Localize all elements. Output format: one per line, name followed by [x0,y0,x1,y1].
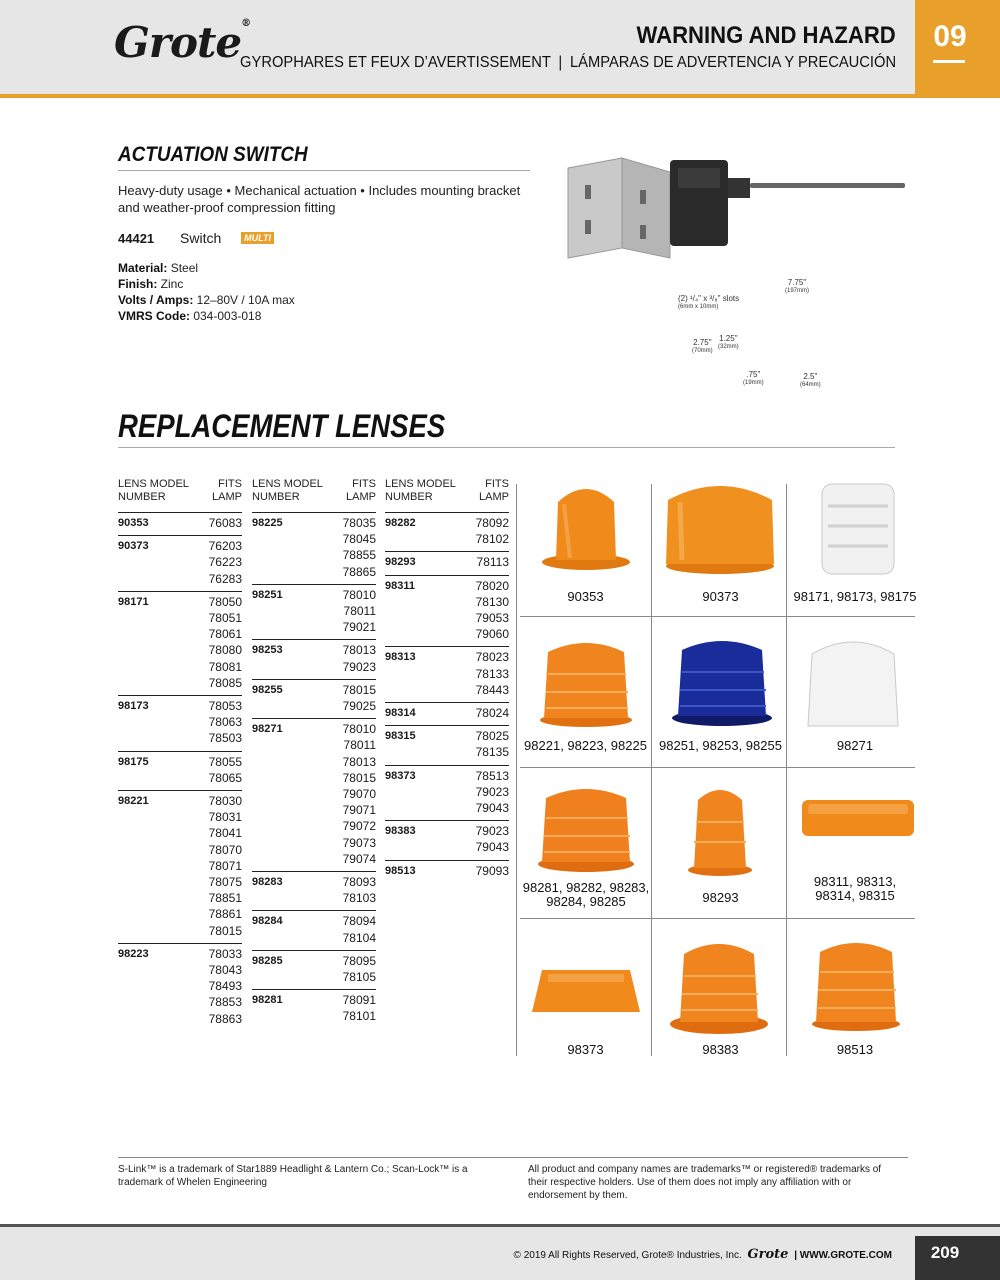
fits-lamp-number: 78503 [208,731,242,746]
fits-lamp-number: 78053 [208,699,242,714]
subtitle-french: GYROPHARES ET FEUX D’AVERTISSEMENT [239,54,551,71]
lens-caption: 98171, 98173, 98175 [793,589,917,604]
fits-lamp-number: 79023 [342,659,376,674]
lens-image-98293 [684,778,756,878]
actuation-description: Heavy-duty usage • Mechanical actuation • Includes mounting bracket and weather-proof compression fitting [118,183,521,215]
fits-lamp-number: 78130 [475,594,509,609]
fits-lamp-number: 78013 [342,643,376,658]
lens-caption: 90353 [567,589,604,604]
fits-lamp-list [343,682,376,714]
actuation-title-rule [118,170,530,171]
fits-lamp-list [209,538,242,587]
fits-lamp-number: 78101 [342,1009,376,1024]
lens-model-number: 98223 [118,947,149,960]
section-subtitle [240,54,896,72]
lens-caption: 98293 [702,890,739,905]
lens-model-number: 98251 [252,588,283,601]
fits-lamp-number: 78070 [208,842,242,857]
fits-lamp-list [209,594,242,691]
section-tab-underline [933,60,965,63]
lens-model-number: 98311 [385,579,415,592]
lens-model-number: 98281 [252,994,283,1007]
fits-lamp-number: 79071 [342,803,376,818]
lens-model-number: 98283 [252,876,283,889]
fits-lamp-number: 78020 [475,578,509,593]
fits-lamp-number: 78104 [342,930,376,945]
footer-rule [118,1157,908,1158]
fits-lamp-number: 78075 [208,875,242,890]
fits-lamp-number: 78851 [208,891,242,906]
fits-lamp-number: 78055 [208,754,242,769]
trademark-note-left: S-Link™ is a trademark of Star1889 Headlight & Lantern Co.; Scan-Lock™ is a trademark of Whelen Engineering [118,1164,468,1188]
fits-lamp-number: 78015 [342,770,376,785]
fits-lamp-number: 78103 [342,891,376,906]
header-model: LENS MODEL NUMBER [118,478,189,503]
lens-model-number: 98373 [385,769,416,782]
header-model: LENS MODEL NUMBER [252,478,323,503]
spec-vmrs-code: VMRS Code: 034-003-018 [118,309,262,323]
fits-lamp-list [343,953,376,985]
fits-lamp-list [209,754,242,786]
lens-image-98221 [534,632,638,730]
lens-group [385,512,509,547]
fits-lamp-list [476,728,509,760]
fits-lamp-number: 78065 [208,770,242,785]
lens-image-98311 [800,796,916,840]
fits-lamp-number: 78043 [208,963,242,978]
fits-lamp-number: 79021 [342,620,376,635]
lens-group [252,871,376,906]
dim-small: .75" (19mm) [743,370,764,386]
lens-table-header [118,478,242,512]
lens-model-number: 98255 [252,683,283,696]
lens-caption: 98271 [836,738,874,753]
fits-lamp-list [209,793,242,939]
trademark-note-right: All product and company names are trademarks™ or registered® trademarks of their respective holders. Use of them does not imply any affiliation with or endorsement by them. [528,1164,882,1201]
subtitle-separator: | [558,54,563,71]
lens-model-number: 98284 [252,915,283,928]
fits-lamp-list [343,587,376,636]
lens-image-98171 [808,476,908,581]
actuation-switch-title: ACTUATION SWITCH [118,143,308,166]
lens-model-number: 98282 [385,517,416,529]
fits-lamp-number: 76203 [208,539,242,554]
fits-lamp-list [477,554,509,570]
fits-lamp-list [476,578,509,643]
lens-group [385,702,509,721]
fits-lamp-number: 78071 [208,858,242,873]
fits-lamp-number: 78013 [342,754,376,769]
spec-finish: Finish: Zinc [118,277,184,291]
website-link[interactable]: | WWW.GROTE.COM [794,1250,892,1261]
lens-group [118,512,242,531]
lens-group [118,751,242,786]
fits-lamp-number: 78010 [342,587,376,602]
fits-lamp-number: 78861 [208,907,242,922]
lens-model-number: 98383 [385,825,416,838]
section-title: WARNING AND HAZARD [636,22,896,49]
fits-lamp-number: 78061 [208,627,242,642]
specs-list [118,260,295,324]
fits-lamp-number: 79023 [475,824,509,839]
fits-lamp-number: 79023 [475,784,509,799]
lens-image-98373 [528,962,644,1018]
lens-model-number: 98293 [385,556,416,569]
fits-lamp-number: 78863 [208,1011,242,1026]
footer-logo: Grote [747,1247,789,1262]
fits-lamp-number: 79060 [475,627,509,642]
replacement-title-rule [118,447,895,448]
lens-table-column-2 [252,478,376,1029]
fits-lamp-number: 78011 [343,738,376,753]
lens-model-number: 98225 [252,517,283,529]
section-number: 09 [933,20,967,53]
lens-model-number: 98285 [252,954,283,967]
copyright-line [514,1247,892,1262]
fits-lamp-number: 78443 [475,682,509,697]
lens-model-number: 98313 [385,651,416,664]
fits-lamp-list [209,946,242,1027]
fits-lamp-number: 78050 [208,594,242,609]
lens-model-number: 90353 [118,517,149,529]
fits-lamp-number: 78113 [476,555,509,570]
lens-image-98271 [800,630,906,730]
fits-lamp-number: 78063 [208,715,242,730]
lens-image-90373 [660,476,780,576]
lens-image-98513 [808,934,904,1034]
lens-group [252,718,376,867]
lens-model-number: 98253 [252,644,283,657]
lens-group [118,790,242,939]
fits-lamp-list [343,992,376,1024]
lens-caption: 98251, 98253, 98255 [659,738,782,753]
header-fits: FITS LAMP [346,478,376,503]
lens-group [252,512,376,580]
header-accent-rule [0,94,1000,98]
lens-group [385,765,509,817]
copyright-text: © 2019 All Rights Reserved, Grote® Industries, Inc. [513,1250,742,1261]
fits-lamp-number: 78033 [208,946,242,961]
lens-group [385,860,509,879]
fits-lamp-number: 78031 [208,810,242,825]
lens-group [118,535,242,587]
fits-lamp-list [476,649,509,698]
fits-lamp-number: 78025 [475,729,509,744]
fits-lamp-number: 78080 [208,643,242,658]
lens-group [385,551,509,570]
fits-lamp-number: 78105 [342,970,376,985]
multi-badge: MULTI [241,232,274,244]
fits-lamp-list [476,823,509,855]
lens-model-number: 98271 [252,723,283,736]
lens-model-number: 98171 [118,595,149,608]
lens-caption: 98373 [567,1042,604,1057]
fits-lamp-number: 78855 [342,548,376,563]
fits-lamp-number: 79072 [342,819,376,834]
fits-lamp-number: 78091 [342,993,376,1008]
fits-lamp-list [476,863,509,879]
lens-image-98281 [534,780,638,876]
lens-caption: 98513 [836,1042,874,1057]
fits-lamp-number: 79053 [475,611,509,626]
fits-lamp-list [209,698,242,747]
switch-product-image [560,150,910,400]
grote-logo: Grote® [114,18,251,67]
fits-lamp-list [343,913,376,945]
grid-divider [520,767,915,768]
fits-lamp-list [476,515,509,547]
lens-caption: 98281, 98282, 98283, 98284, 98285 [522,880,650,909]
lens-caption: 98311, 98313, 98314, 98315 [813,874,897,903]
spec-volts-amps: Volts / Amps: 12–80V / 10A max [118,293,295,307]
dim-offset: 1.25" (32mm) [718,334,739,350]
fits-lamp-number: 78010 [342,722,376,737]
grid-divider [520,918,915,919]
header-fits: FITS LAMP [212,478,242,503]
fits-lamp-number: 79025 [342,699,376,714]
spec-material: Material: Steel [118,261,199,275]
fits-lamp-number: 78102 [475,532,509,547]
fits-lamp-number: 78094 [342,914,376,929]
fits-lamp-list [343,874,376,906]
fits-lamp-number: 78011 [343,604,376,619]
fits-lamp-number: 78030 [208,794,242,809]
fits-lamp-number: 78045 [342,532,376,547]
fits-lamp-number: 76283 [208,571,242,586]
grid-divider [651,484,652,1056]
fits-lamp-number: 79043 [475,801,509,816]
fits-lamp-number: 78035 [342,516,376,530]
fits-lamp-number: 78095 [342,953,376,968]
fits-lamp-number: 79070 [342,787,376,802]
lens-group [385,575,509,643]
fits-lamp-number: 78051 [208,611,242,626]
dim-width: 2.5" (64mm) [800,372,821,388]
lens-model-number: 98314 [385,707,416,720]
lens-caption: 90373 [702,589,739,604]
fits-lamp-list [209,515,242,531]
fits-lamp-number: 78133 [475,666,509,681]
fits-lamp-number: 79073 [342,835,376,850]
fits-lamp-list [476,705,509,721]
fits-lamp-list [343,515,376,580]
fits-lamp-number: 78513 [475,768,509,783]
lens-table-column-1 [118,478,242,1031]
fits-lamp-list [343,642,376,674]
fits-lamp-number: 78135 [475,745,509,760]
fits-lamp-number: 78085 [208,675,242,690]
fits-lamp-number: 79093 [475,863,509,878]
dim-height: 2.75" (70mm) [692,338,713,354]
lens-caption: 98221, 98223, 98225 [524,738,647,753]
lens-group [252,910,376,945]
lens-group [118,943,242,1027]
lens-group [385,646,509,698]
page-number: 209 [930,1243,960,1262]
lens-group [118,591,242,691]
fits-lamp-number: 78493 [208,979,242,994]
fits-lamp-number: 78092 [475,516,509,530]
lens-group [252,679,376,714]
fits-lamp-number: 79074 [342,851,376,866]
lens-model-number: 98221 [118,795,149,808]
fits-lamp-list [476,768,509,817]
fits-lamp-number: 78024 [475,706,509,721]
fits-lamp-number: 79043 [475,840,509,855]
dim-length: 7.75" (197mm) [785,278,810,294]
fits-lamp-number: 78015 [342,682,376,697]
lens-model-number: 98315 [385,730,416,743]
lens-image-90353 [530,474,642,584]
fits-lamp-number: 78015 [208,923,242,938]
bottom-band-rule [0,1224,1000,1227]
grid-divider [520,616,915,617]
lens-group [252,950,376,985]
dim-slots: (2) ¹/₄" x ³/₈" slots (6mm x 10mm) [678,294,740,310]
fits-lamp-number: 76223 [208,555,242,570]
grid-divider [516,484,517,1056]
lens-model-number: 98175 [118,755,149,768]
lens-table-header [385,478,509,512]
lens-model-number: 98173 [118,700,149,713]
subtitle-spanish: LÁMPARAS DE ADVERTENCIA Y PRECAUCIÓN [569,54,896,71]
lens-image-98383 [668,932,770,1036]
fits-lamp-number: 78041 [208,826,242,841]
fits-lamp-number: 78023 [475,650,509,665]
lens-group [385,725,509,760]
lens-group [252,639,376,674]
grid-divider [786,484,787,1056]
fits-lamp-number: 78865 [342,564,376,579]
lens-table-header [252,478,376,512]
lens-model-number: 90373 [118,540,149,553]
replacement-lenses-title: REPLACEMENT LENSES [118,408,446,444]
fits-lamp-number: 78093 [342,875,376,890]
lens-caption: 98383 [702,1042,739,1057]
switch-illustration [560,150,910,400]
lens-model-number: 98513 [385,864,416,877]
lens-image-98251 [668,632,776,728]
header-model: LENS MODEL NUMBER [385,478,456,503]
lens-group [385,820,509,855]
lens-group [252,584,376,636]
lens-group [118,695,242,747]
part-number: 44421 [118,231,155,246]
lens-group [252,989,376,1024]
header-fits: FITS LAMP [479,478,509,503]
fits-lamp-list [343,721,376,867]
fits-lamp-number: 78081 [208,659,242,674]
fits-lamp-number: 76083 [208,516,242,530]
part-name: Switch [180,230,222,246]
part-row [118,230,274,246]
lens-table-column-3 [385,478,509,883]
fits-lamp-number: 78853 [208,995,242,1010]
